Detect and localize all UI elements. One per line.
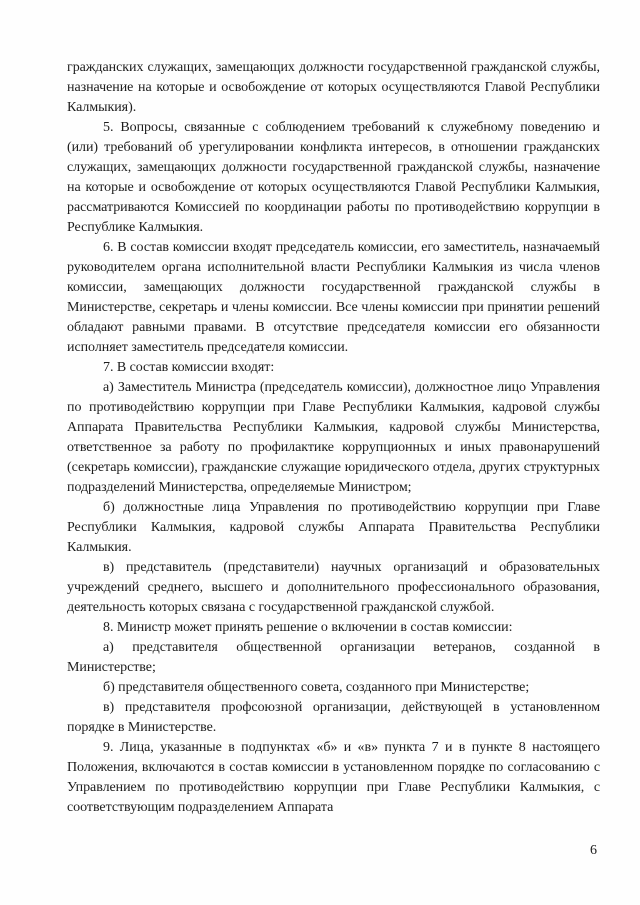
paragraph-item-8v: в) представителя профсоюзной организации, действующей в установленном порядке в Министерстве. <box>67 700 600 735</box>
paragraph-item-7b: б) должностные лица Управления по противодействию коррупции при Главе Республики Калмыкия, кадровой службы Аппарата Правительства Республики Калмыкия. <box>67 500 600 555</box>
paragraph-item-7: 7. В состав комиссии входят: <box>103 360 275 375</box>
paragraph-item-5: 5. Вопросы, связанные с соблюдением требований к служебному поведению и (или) требований об урегулировании конфликта интересов, в отношении гражданских служащих, замещающих должности государственной гражданской службы, назначение на которые и освобождение от которых осуществляются Главой Республики Калмыкия, рассматриваются Комиссией по координации работы по противодействию коррупции в Республике Калмыкия. <box>67 120 600 235</box>
paragraph-item-7v: в) представитель (представители) научных организаций и образовательных учреждений среднего, высшего и дополнительного профессионального образования, деятельность которых связана с государственной гражданской службой. <box>67 560 600 615</box>
paragraph-item-7a: а) Заместитель Министра (председатель комиссии), должностное лицо Управления по противодействию коррупции при Главе Республики Калмыкия, кадровой службы Аппарата Правительства Республики Калмыкия, кадровой службы Министерства, ответственное за работу по профилактике коррупционных и иных правонарушений (секретарь комиссии), гражданские служащие юридического отдела, других структурных подразделений Министерства, определяемые Министром; <box>67 380 600 495</box>
paragraph-item-6: 6. В состав комиссии входят председатель комиссии, его заместитель, назначаемый руководителем органа исполнительной власти Республики Калмыкия из числа членов комиссии, замещающих должности государственной гражданской службы в Министерстве, секретарь и члены комиссии. Все члены комиссии при принятии решений обладают равными правами. В отсутствие председателя комиссии его обязанности исполняет заместитель председателя комиссии. <box>67 240 600 355</box>
paragraph-item-8a: а) представителя общественной организации ветеранов, созданной в Министерстве; <box>67 640 600 675</box>
paragraph-item-9: 9. Лица, указанные в подпунктах «б» и «в» пункта 7 и в пункте 8 настоящего Положения, включаются в состав комиссии в установленном порядке по согласованию с Управлением по противодействию коррупции при Главе Республики Калмыкия, с соответствующим подразделением Аппарата <box>67 740 600 815</box>
page-number: 6 <box>590 843 597 858</box>
document-body <box>67 58 600 818</box>
paragraph-item-8: 8. Министр может принять решение о включении в состав комиссии: <box>103 620 513 635</box>
paragraph-continuation: гражданских служащих, замещающих должности государственной гражданской службы, назначение на которые и освобождение от которых осуществляются Главой Республики Калмыкия). <box>67 60 600 115</box>
paragraph-item-8b: б) представителя общественного совета, созданного при Министерстве; <box>103 680 530 695</box>
